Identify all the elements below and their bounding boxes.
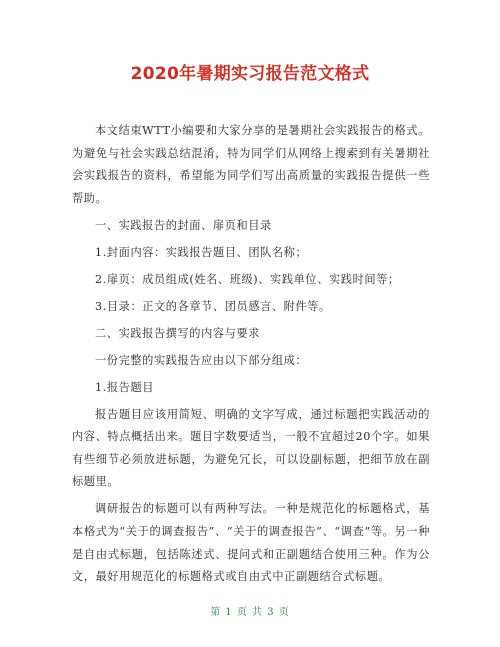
subheading-report-title: 1.报告题目 (95, 380, 155, 394)
list-item-table-of-contents: 3.目录：正文的各章节、团员感言、附件等。 (95, 299, 331, 313)
document-body (72, 120, 430, 593)
page-number-footer: 第 1 页 共 3 页 (210, 607, 290, 618)
intro-paragraph: 本文结束WTT小编要和大家分享的是暑期社会实践报告的格式。为避免与社会实践总结混淆，特为同学们从网络上搜索到有关暑期社会实践报告的资料，希望能为同学们写出高质量的实践报告提供一些帮助。 (72, 124, 430, 205)
section-heading-content-requirements: 二、实践报告撰写的内容与要求 (95, 326, 261, 340)
list-item-title-page: 2.扉页：成员组成(姓名、班级)、实践单位、实践时间等； (95, 272, 400, 286)
report-components-intro: 一份完整的实践报告应由以下部分组成： (95, 353, 308, 367)
list-item-cover-content: 1.封面内容：实践报告题目、团队名称； (95, 245, 308, 259)
report-title-paragraph: 报告题目应该用简短、明确的文字写成，通过标题把实践活动的内容、特点概括出来。题目字数要适当，一般不宜超过20个字。如果有些细节必须放进标题，为避免冗长，可以设副标题，把细节放在副标题里。 (72, 407, 430, 489)
document-title: 2020年暑期实习报告范文格式 (130, 64, 370, 84)
survey-title-paragraph: 调研报告的标题可以有两种写法。一种是规范化的标题格式，基本格式为“关于的调查报告”、“关于的调查报告”、“调查”等。另一种是自由式标题，包括陈述式、提问式和正副题结合使用三种。作为公文，最好用规范化的标题格式或自由式中正副题结合式标题。 (72, 502, 430, 584)
section-heading-cover: 一、实践报告的封面、扉页和目录 (95, 218, 272, 232)
